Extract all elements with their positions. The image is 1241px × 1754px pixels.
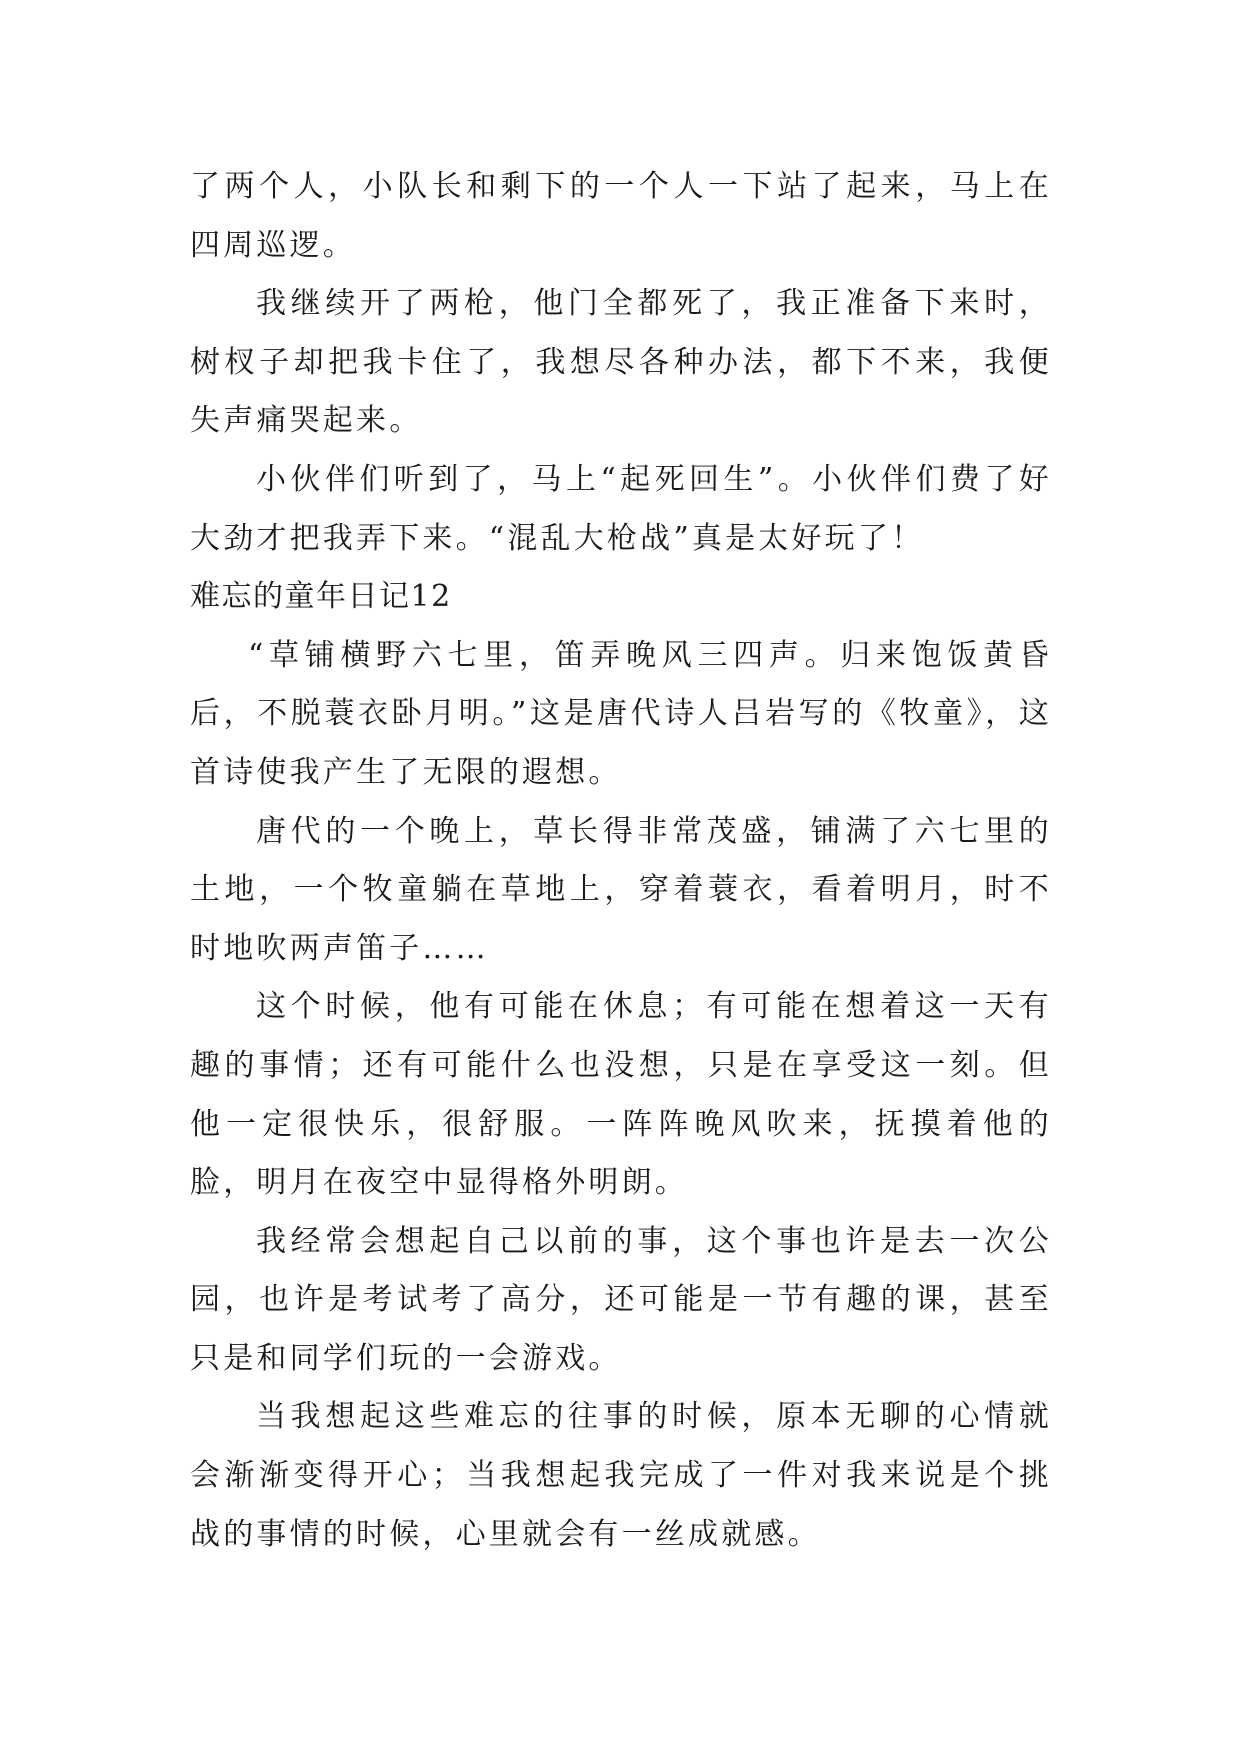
paragraph-poem-quote: “草铺横野六七里，笛弄晚风三四声。归来饱饭黄昏后，不脱蓑衣卧月明。”这是唐代诗人吕岩写的《牧童》，这首诗使我产生了无限的遐想。 bbox=[190, 637, 1052, 790]
paragraph-continuation: 了两个人，小队长和剩下的一个人一下站了起来，马上在四周巡逻。 bbox=[190, 169, 1052, 263]
paragraph: 唐代的一个晚上，草长得非常茂盛，铺满了六七里的土地，一个牧童躺在草地上，穿着蓑衣，看着明月，时不时地吹两声笛子…… bbox=[190, 813, 1052, 966]
paragraph: 我继续开了两枪，他门全都死了，我正准备下来时，树杈子却把我卡住了，我想尽各种办法，都下不来，我便失声痛哭起来。 bbox=[190, 286, 1052, 439]
paragraph: 我经常会想起自己以前的事，这个事也许是去一次公园，也许是考试考了高分，还可能是一节有趣的课，甚至只是和同学们玩的一会游戏。 bbox=[190, 1223, 1052, 1376]
paragraph: 小伙伴们听到了，马上“起死回生”。小伙伴们费了好大劲才把我弄下来。“混乱大枪战”真是太好玩了！ bbox=[190, 461, 1052, 556]
paragraph: 这个时候，他有可能在休息；有可能在想着这一天有趣的事情；还有可能什么也没想，只是在享受这一刻。但他一定很快乐，很舒服。一阵阵晚风吹来，抚摸着他的脸，明月在夜空中显得格外明朗。 bbox=[190, 989, 1052, 1201]
paragraph: 当我想起这些难忘的往事的时候，原本无聊的心情就会渐渐变得开心；当我想起我完成了一件对我来说是个挑战的事情的时候，心里就会有一丝成就感。 bbox=[190, 1399, 1052, 1552]
section-heading: 难忘的童年日记12 bbox=[190, 579, 452, 615]
document-body bbox=[190, 158, 1052, 1564]
